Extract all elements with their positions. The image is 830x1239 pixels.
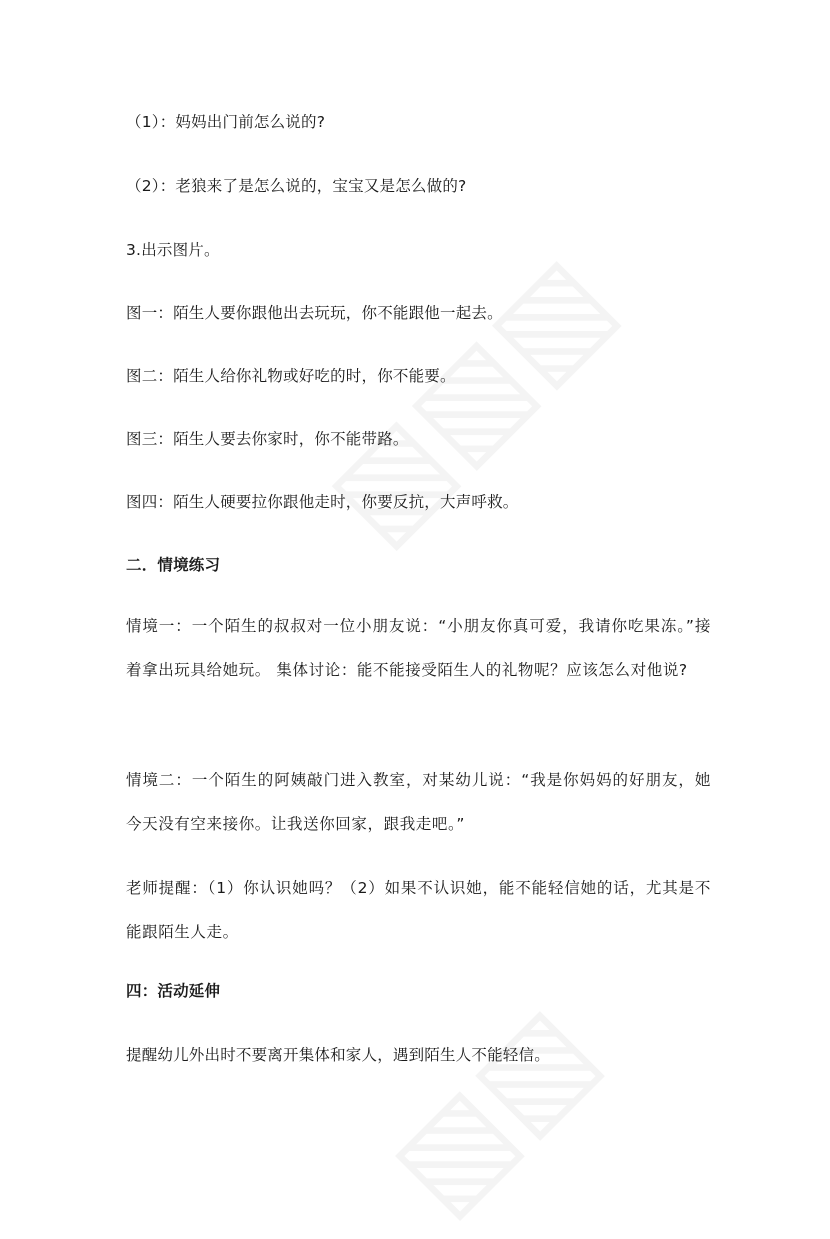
picture-3-text: 图三：陌生人要去你家时，你不能带路。 [126, 430, 409, 448]
section-4-heading: 四：活动延伸 [126, 982, 221, 1000]
question-2: （2）：老狼来了是怎么说的，宝宝又是怎么做的? [126, 177, 467, 195]
teacher-reminder-paragraph: 老师提醒：（1）你认识她吗？（2）如果不认识她，能不能轻信她的话，尤其是不能跟陌生人走。 [126, 879, 711, 941]
picture-2-text: 图二：陌生人给你礼物或好吃的时，你不能要。 [126, 367, 456, 385]
scenario-1-paragraph: 情境一：一个陌生的叔叔对一位小朋友说：“小朋友你真可爱，我请你吃果冻。”接着拿出玩具给她玩。 集体讨论：能不能接受陌生人的礼物呢？应该怎么对他说? [126, 617, 711, 679]
watermark-mark-bottom [364, 980, 623, 1239]
picture-1-text: 图一：陌生人要你跟他出去玩玩，你不能跟他一起去。 [126, 304, 503, 322]
step-3: 3.出示图片。 [126, 241, 220, 259]
question-1: （1）：妈妈出门前怎么说的? [126, 113, 326, 131]
section-2-heading: 二．情境练习 [126, 556, 221, 574]
picture-4-text: 图四：陌生人硬要拉你跟他走时，你要反抗，大声呼救。 [126, 493, 519, 511]
extension-text: 提醒幼儿外出时不要离开集体和家人，遇到陌生人不能轻信。 [126, 1046, 550, 1064]
watermark-mark [301, 230, 640, 569]
scenario-2-paragraph: 情境二：一个陌生的阿姨敲门进入教室，对某幼儿说：“我是你妈妈的好朋友，她今天没有空来接你。让我送你回家，跟我走吧。” [126, 771, 711, 833]
